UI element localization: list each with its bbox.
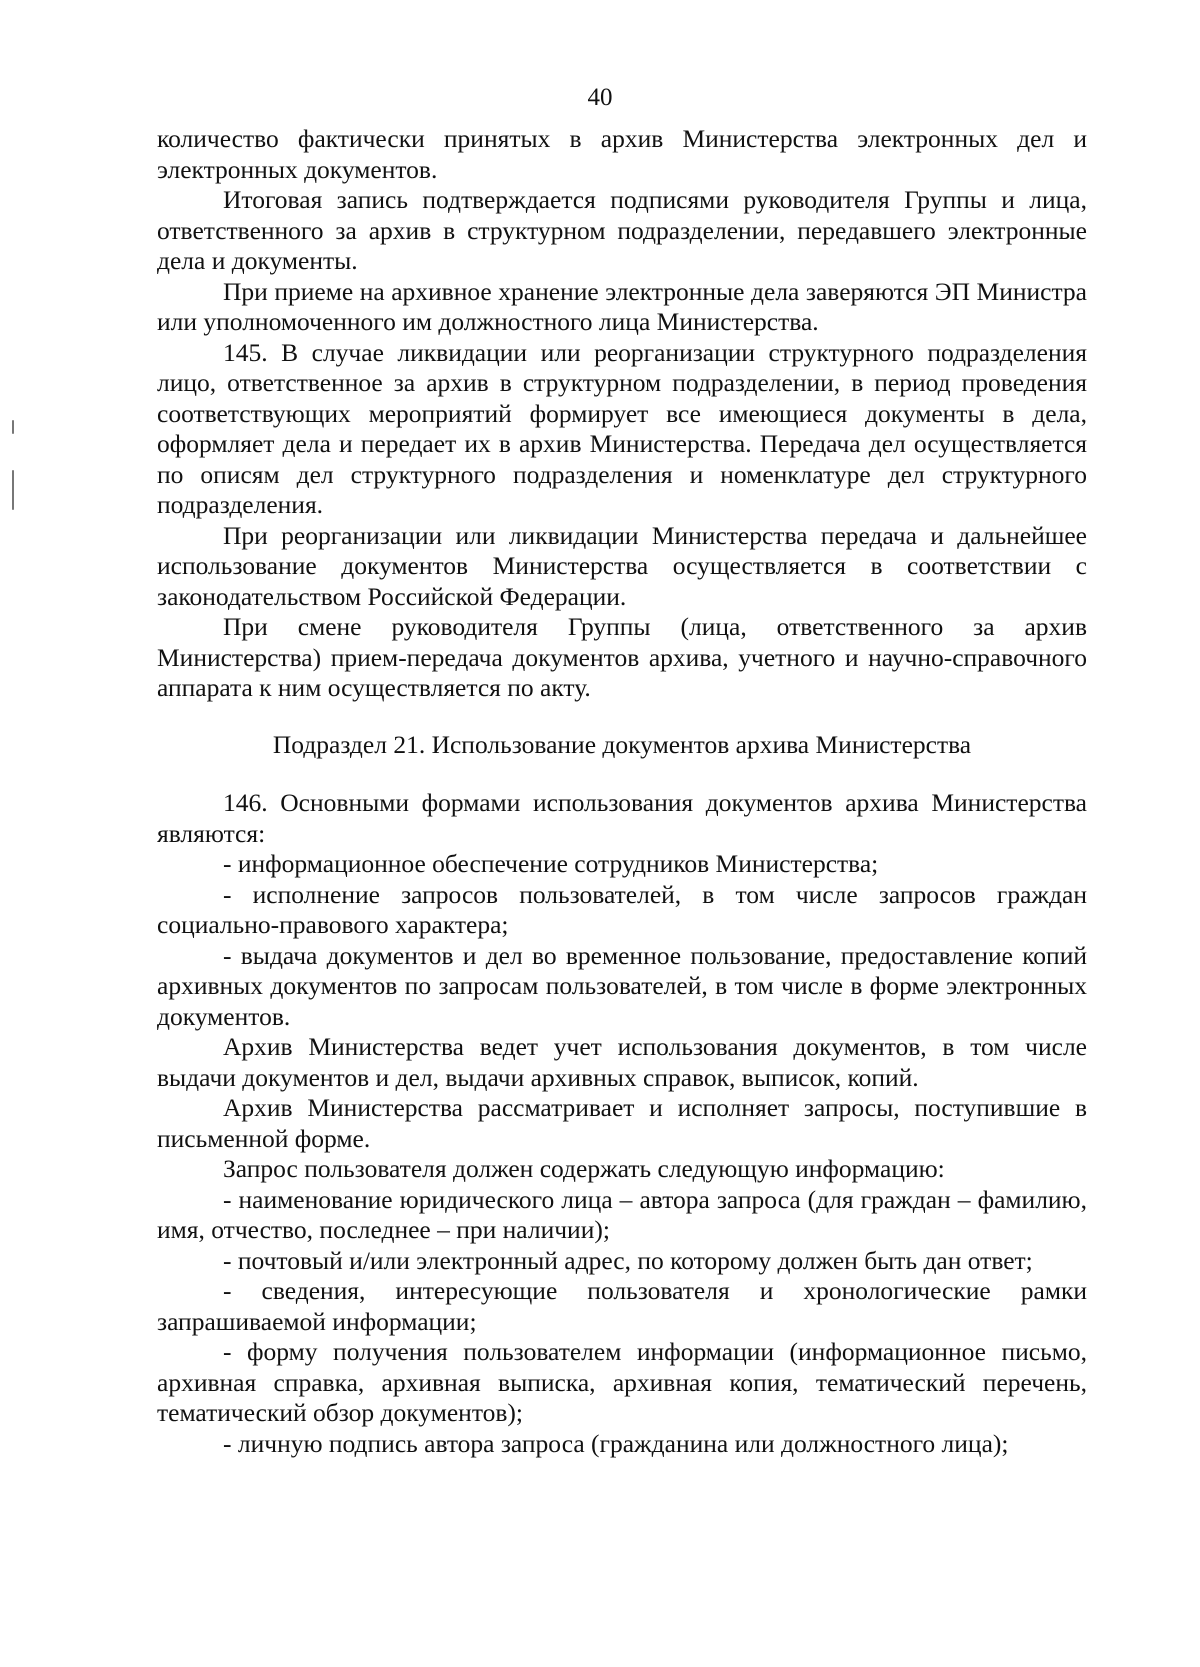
paragraph: При реорганизации или ликвидации Министерства передача и дальнейшее использование документов Министерства осуществляется в соответствии с законодательством Российской Федерации. bbox=[157, 520, 1087, 611]
paragraph: Архив Министерства рассматривает и исполняет запросы, поступившие в письменной форме. bbox=[157, 1093, 1087, 1153]
scan-speck bbox=[12, 420, 14, 434]
page-number: 40 bbox=[587, 84, 613, 111]
paragraph: При приеме на архивное хранение электронные дела заверяются ЭП Министра или уполномоченного им должностного лица Министерства. bbox=[157, 276, 1087, 336]
list-item: - личную подпись автора запроса (гражданина или должностного лица); bbox=[223, 1428, 1009, 1458]
scan-speck bbox=[12, 470, 14, 510]
paragraph: Запрос пользователя должен содержать следующую информацию: bbox=[223, 1154, 945, 1183]
list-item: - наименование юридического лица – автора запроса (для граждан – фамилию, имя, отчество, последнее – при наличии); bbox=[157, 1184, 1087, 1244]
list-item: - сведения, интересующие пользователя и хронологические рамки запрашиваемой информации; bbox=[157, 1276, 1087, 1336]
paragraph: Архив Министерства ведет учет использования документов, в том числе выдачи документов и дел, выдачи архивных справок, выписок, копий. bbox=[157, 1032, 1087, 1092]
paragraph-146: 146. Основными формами использования документов архива Министерства являются: bbox=[157, 788, 1087, 848]
paragraph: Итоговая запись подтверждается подписями руководителя Группы и лица, ответственного за архив в структурном подразделении, передавшего электронные дела и документы. bbox=[157, 185, 1087, 275]
document-body bbox=[157, 124, 1087, 1459]
paragraph: При смене руководителя Группы (лица, ответственного за архив Министерства) прием-передача документов архива, учетного и научно-справочного аппарата к ним осуществляется по акту. bbox=[157, 612, 1087, 702]
list-item: - информационное обеспечение сотрудников Министерства; bbox=[223, 849, 879, 878]
list-item: - исполнение запросов пользователей, в том числе запросов граждан социально-правового характера; bbox=[157, 879, 1087, 939]
subsection-heading: Подраздел 21. Использование документов архива Министерства bbox=[272, 729, 972, 759]
paragraph-145: 145. В случае ликвидации или реорганизации структурного подразделения лицо, ответственное за архив в структурном подразделении, в период проведения соответствующих мероприятий формирует все имеющиеся документы в дела, оформляет дела и передает их в архив Министерства. Передача дел осуществляется по описям дел структурного подразделения и номенклатуре дел структурного подразделения. bbox=[157, 337, 1087, 519]
paragraph: количество фактически принятых в архив Министерства электронных дел и электронных документов. bbox=[157, 124, 1087, 184]
list-item: - форму получения пользователем информации (информационное письмо, архивная справка, архивная выписка, архивная копия, тематический перечень, тематический обзор документов); bbox=[157, 1337, 1087, 1427]
list-item: - почтовый и/или электронный адрес, по которому должен быть дан ответ; bbox=[223, 1245, 1033, 1275]
list-item: - выдача документов и дел во временное пользование, предоставление копий архивных документов по запросам пользователей, в том числе в форме электронных документов. bbox=[157, 940, 1087, 1031]
